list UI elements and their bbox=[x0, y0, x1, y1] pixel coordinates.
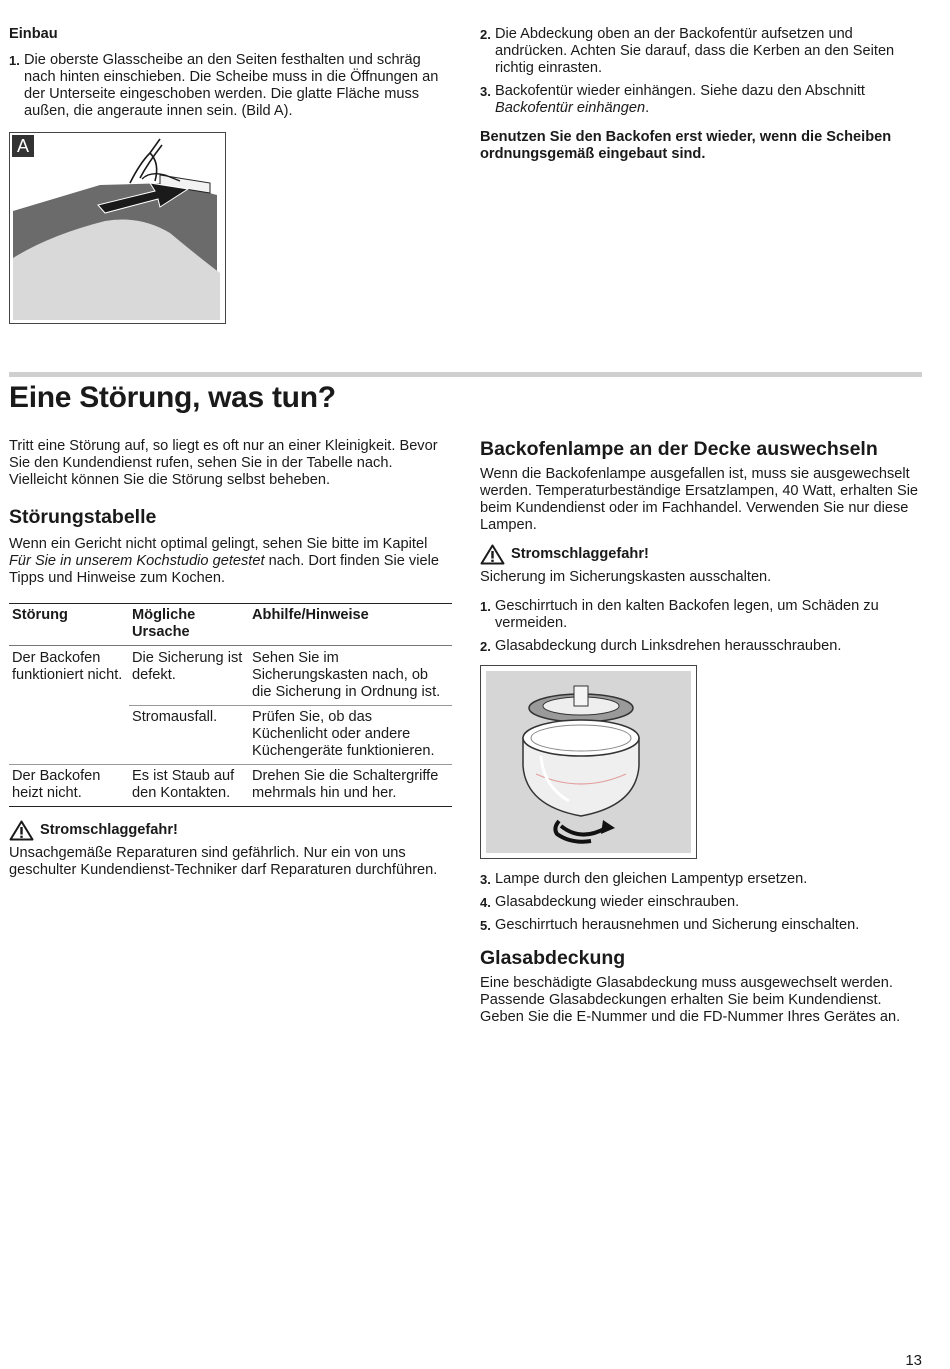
lampe-steps-a bbox=[480, 598, 925, 655]
column-header: Abhilfe/Hinweise bbox=[249, 604, 452, 646]
fault-table bbox=[9, 603, 452, 807]
table-cell: Der Backofen funktioniert nicht. bbox=[12, 650, 123, 683]
step-number: 5. bbox=[480, 918, 491, 933]
step-text: Glasabdeckung wieder einschrauben. bbox=[495, 894, 740, 910]
step-number: 1. bbox=[9, 53, 20, 68]
warning-text: Sicherung im Sicherungskasten ausschalten. bbox=[480, 569, 772, 585]
einbau-continued bbox=[480, 26, 925, 163]
table-cell: Die Sicherung ist defekt. bbox=[129, 646, 249, 706]
section-divider bbox=[9, 372, 922, 377]
list-item bbox=[480, 871, 925, 888]
einbau-note: Benutzen Sie den Backofen erst wieder, wenn die Scheiben ordnungsgemäß eingebaut sind. bbox=[480, 129, 892, 162]
table-cell: Stromausfall. bbox=[129, 706, 249, 765]
section-title: Eine Störung, was tun? bbox=[9, 381, 336, 414]
step-number: 3. bbox=[480, 84, 491, 99]
list-item bbox=[480, 83, 925, 117]
text-part: Wenn ein Gericht nicht optimal gelingt, sehen Sie bitte im Kapitel bbox=[9, 536, 428, 552]
step-number: 1. bbox=[480, 599, 491, 614]
stoerungstabelle-heading: Störungstabelle bbox=[9, 506, 157, 528]
warning-header bbox=[9, 820, 453, 841]
warning-title: Stromschlaggefahr! bbox=[40, 822, 178, 838]
glasabdeckung-text: Eine beschädigte Glasabdeckung muss ausgewechselt werden. Passende Glasabdeckungen erhalten Sie beim Kundendienst. Geben Sie die E-Nummer und die FD-Nummer Ihres Gerätes an. bbox=[480, 975, 901, 1025]
lamp-cover-illustration bbox=[481, 666, 696, 858]
warning-text: Unsachgemäße Reparaturen sind gefährlich. Nur ein von uns geschulter Kundendienst-Techniker darf Reparaturen durchführen. bbox=[9, 845, 438, 878]
stoerungstabelle-text bbox=[9, 536, 453, 587]
table-cell: Es ist Staub auf den Kontakten. bbox=[129, 765, 249, 807]
warning-triangle-icon bbox=[9, 820, 34, 841]
glasabdeckung-heading: Glasabdeckung bbox=[480, 947, 626, 969]
step-text: Geschirrtuch herausnehmen und Sicherung einschalten. bbox=[495, 917, 860, 933]
step-text-emphasis: Backofentür einhängen bbox=[495, 100, 646, 116]
step-text: Die Abdeckung oben an der Backofentür aufsetzen und andrücken. Achten Sie darauf, dass die Kerben an den Seiten richtig einrasten. bbox=[495, 26, 895, 76]
step-number: 2. bbox=[480, 27, 491, 42]
step-text: Geschirrtuch in den kalten Backofen legen, um Schäden zu vermeiden. bbox=[495, 598, 879, 631]
einbau-steps-right bbox=[480, 26, 925, 117]
step-number: 4. bbox=[480, 895, 491, 910]
step-text: Backofentür wieder einhängen. Siehe dazu den Abschnitt bbox=[495, 83, 865, 99]
warning-header bbox=[480, 544, 925, 565]
lampe-steps-b bbox=[480, 871, 925, 934]
column-header: Mögliche Ursache bbox=[129, 604, 249, 646]
table-cell: Prüfen Sie, ob das Küchenlicht oder andere Küchengeräte funktionieren. bbox=[249, 706, 452, 765]
table-row bbox=[9, 646, 452, 706]
list-item bbox=[480, 598, 925, 632]
table-cell: Sehen Sie im Sicherungskasten nach, ob die Sicherung in Ordnung ist. bbox=[249, 646, 452, 706]
step-number: 3. bbox=[480, 872, 491, 887]
table-cell: Der Backofen heizt nicht. bbox=[9, 765, 129, 807]
warning-title: Stromschlaggefahr! bbox=[511, 546, 649, 562]
table-cell: Drehen Sie die Schaltergriffe mehrmals hin und her. bbox=[249, 765, 452, 807]
section-intro: Tritt eine Störung auf, so liegt es oft nur an einer Kleinigkeit. Bevor Sie den Kundendienst rufen, sehen Sie in der Tabelle nach. Vielleicht können Sie die Störung selbst beheben. bbox=[9, 438, 438, 488]
step-text-end: . bbox=[645, 100, 650, 116]
list-item bbox=[480, 917, 925, 934]
right-column bbox=[480, 438, 925, 661]
chapter-reference: Für Sie in unserem Kochstudio getestet bbox=[9, 553, 265, 569]
figure-label: A bbox=[12, 135, 34, 157]
list-item bbox=[480, 894, 925, 911]
right-column-lower bbox=[480, 871, 925, 1026]
lampe-heading: Backofenlampe an der Decke auswechseln bbox=[480, 438, 878, 460]
text-part: nach. Dort finden Sie viele Tipps und Hinweise zum Kochen. bbox=[9, 553, 439, 586]
einbau-section bbox=[9, 26, 453, 126]
table-row bbox=[9, 765, 452, 807]
column-header: Störung bbox=[9, 604, 129, 646]
figure-a bbox=[9, 132, 226, 324]
step-text: Die oberste Glasscheibe an den Seiten festhalten und schräg nach hinten einschieben. Die Scheibe muss in die Öffnungen an der Unterseite eingeschoben werden. Die glatte Fläche muss außen, die angeraute innen sein. (Bild A). bbox=[24, 52, 439, 119]
left-column bbox=[9, 438, 453, 879]
glass-pane-illustration bbox=[10, 133, 225, 323]
table-row bbox=[9, 706, 452, 765]
page-number: 13 bbox=[905, 1352, 922, 1369]
einbau-steps-left bbox=[9, 52, 453, 120]
step-text: Glasabdeckung durch Linksdrehen herausschrauben. bbox=[495, 638, 842, 654]
table-cell bbox=[9, 706, 129, 765]
lampe-intro: Wenn die Backofenlampe ausgefallen ist, muss sie ausgewechselt werden. Temperaturbeständige Ersatzlampen, 40 Watt, erhalten Sie beim Kundendienst oder im Fachhandel. Verwenden Sie nur diese Lampen. bbox=[480, 466, 919, 533]
list-item bbox=[9, 52, 453, 120]
step-number: 2. bbox=[480, 639, 491, 654]
warning-triangle-icon bbox=[480, 544, 505, 565]
list-item bbox=[480, 638, 925, 655]
einbau-heading: Einbau bbox=[9, 26, 58, 42]
lamp-figure bbox=[480, 665, 697, 859]
table-header-row bbox=[9, 604, 452, 646]
step-text: Lampe durch den gleichen Lampentyp ersetzen. bbox=[495, 871, 808, 887]
list-item bbox=[480, 26, 925, 77]
